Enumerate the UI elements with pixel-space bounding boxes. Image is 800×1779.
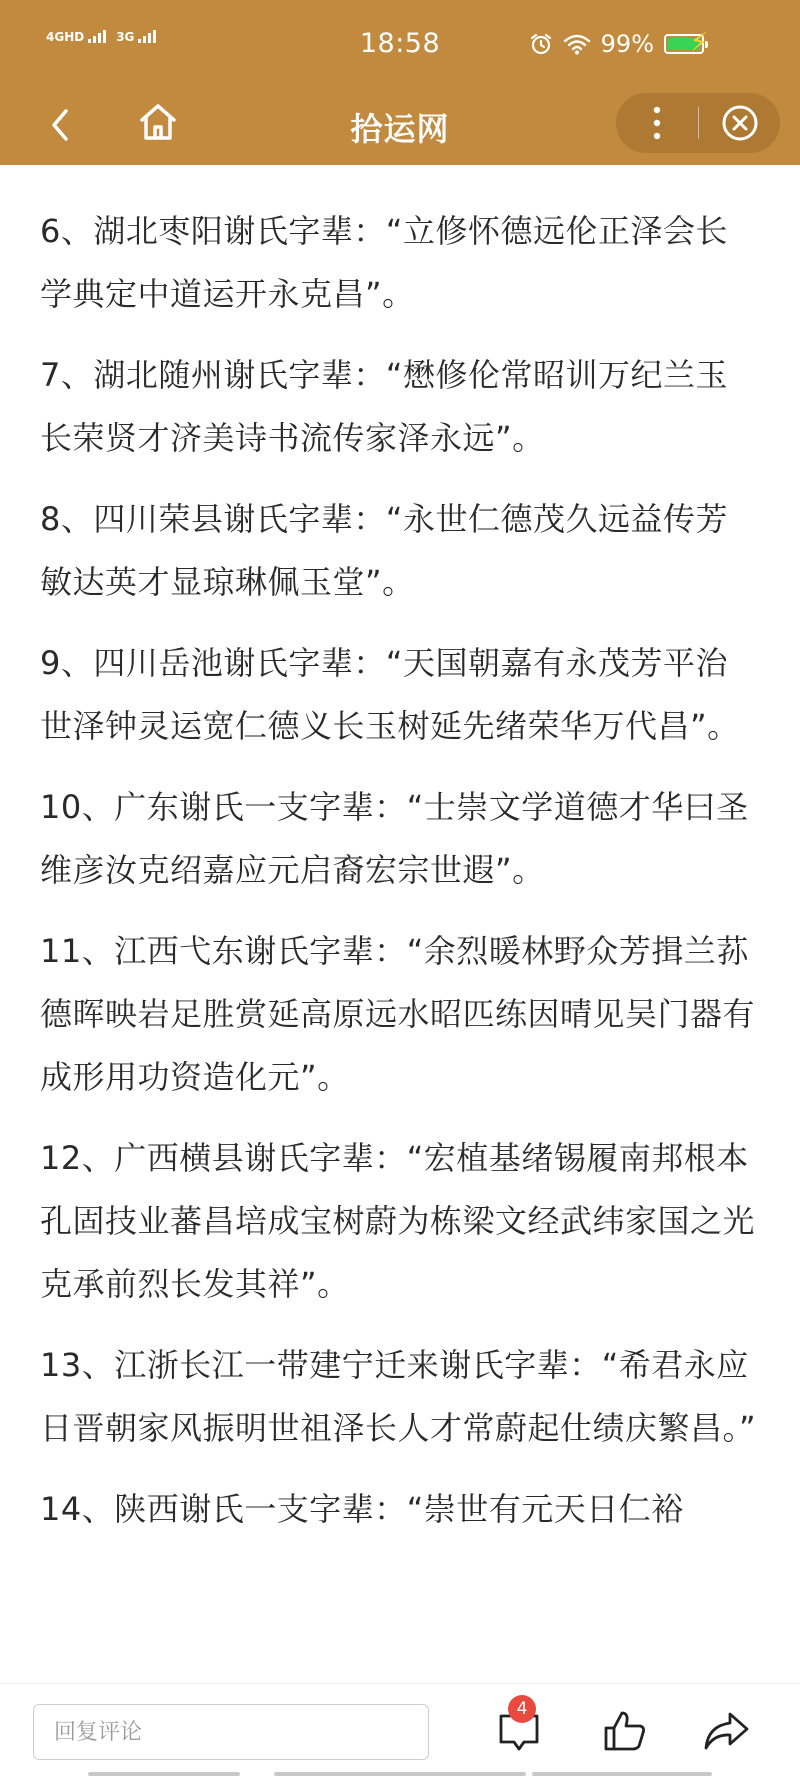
share-icon[interactable] — [702, 1708, 750, 1754]
home-indicator — [532, 1772, 712, 1776]
charging-bolt-icon: ⚡ — [689, 28, 708, 58]
reply-comment-input[interactable] — [33, 1704, 429, 1760]
home-indicator — [274, 1772, 526, 1776]
page-title: 拾运网 — [350, 110, 450, 148]
paragraph: 14、陕西谢氏一支字辈：“崇世有元天日仁裕 — [40, 1490, 684, 1528]
like-icon[interactable] — [602, 1708, 648, 1754]
close-icon[interactable] — [720, 103, 760, 143]
more-icon[interactable] — [652, 105, 662, 141]
nav-bar — [0, 88, 800, 165]
battery-percent: 99% — [600, 30, 654, 58]
mini-program-capsule — [616, 93, 780, 153]
comment-count-badge: 4 — [508, 1695, 536, 1723]
alarm-icon — [529, 32, 553, 56]
signal-3g-label: 3G — [116, 30, 135, 44]
article-content — [40, 200, 760, 1680]
capsule-divider — [698, 107, 699, 139]
home-indicator — [88, 1772, 240, 1776]
paragraph: 6、湖北枣阳谢氏字辈：“立修怀德远伦正泽会长学典定中道运开永克昌”。 — [40, 212, 728, 313]
wifi-icon — [563, 33, 591, 55]
status-bar — [0, 0, 800, 88]
paragraph: 11、江西弋东谢氏字辈：“余烈暖林野众芳揖兰荪德晖映岩足胜赏延高原远水昭匹练因晴见吴门器有成形用功资造化元”。 — [40, 932, 756, 1096]
paragraph: 8、四川荣县谢氏字辈：“永世仁德茂久远益传芳敏达英才显琼琳佩玉堂”。 — [40, 500, 728, 601]
status-right — [529, 30, 704, 58]
paragraph: 12、广西横县谢氏字辈：“宏植基绪锡履南邦根本孔固技业蕃昌培成宝树蔚为栋梁文经武纬家国之光克承前烈长发其祥”。 — [40, 1139, 756, 1303]
app-header — [0, 0, 800, 165]
signal-4g-label: 4GHD — [46, 30, 85, 44]
paragraph: 10、广东谢氏一支字辈：“士崇文学道德才华曰圣维彦汝克绍嘉应元启裔宏宗世遐”。 — [40, 788, 749, 889]
status-time: 18:58 — [359, 28, 441, 59]
paragraph: 9、四川岳池谢氏字辈：“天国朝嘉有永茂芳平治世泽钟灵运宽仁德义长玉树延先绪荣华万代昌”。 — [40, 644, 740, 745]
paragraph: 7、湖北随州谢氏字辈：“懋修伦常昭训万纪兰玉长荣贤才济美诗书流传家泽永远”。 — [40, 356, 728, 457]
paragraph: 13、江浙长江一带建宁迁来谢氏字辈：“希君永应日晋朝家风振明世祖泽长人才常蔚起仕绩庆繁昌。” — [40, 1346, 757, 1447]
comment-bar — [0, 1683, 800, 1779]
